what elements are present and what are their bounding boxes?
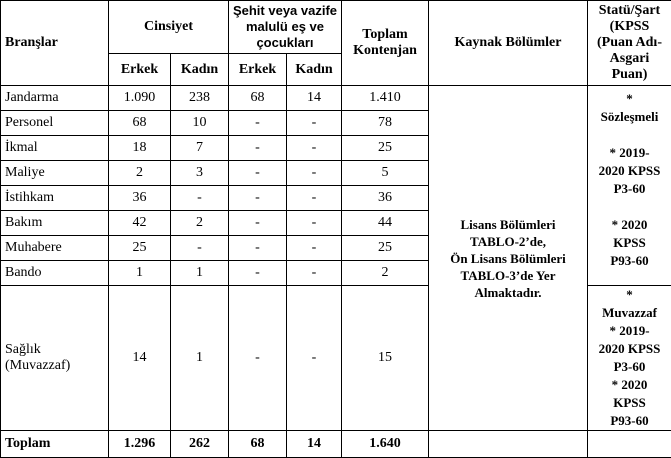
row-name: Bakım <box>1 211 109 236</box>
cell-erkek: 14 <box>109 286 171 431</box>
total-row <box>1 431 671 458</box>
header-sehit: Şehit veya vazife malulü eş ve çocukları <box>229 1 342 54</box>
cell-kadin: - <box>171 236 229 261</box>
total-statu-empty <box>588 431 671 458</box>
row-name: Muhabere <box>1 236 109 261</box>
row-name: İkmal <box>1 136 109 161</box>
cell-sehit-kadin: - <box>287 136 342 161</box>
cell-toplam: 78 <box>342 111 429 136</box>
header-kadin: Kadın <box>171 54 229 86</box>
cell-sehit-kadin: - <box>287 261 342 286</box>
cell-kadin: 2 <box>171 211 229 236</box>
cell-toplam: 44 <box>342 211 429 236</box>
cell-sehit-kadin: - <box>287 286 342 431</box>
header-branslar: Branşlar <box>1 1 109 86</box>
header-toplam-kontenjan: Toplam Kontenjan <box>342 1 429 86</box>
total-kaynak-empty <box>429 431 588 458</box>
cell-kadin: 7 <box>171 136 229 161</box>
total-label: Toplam <box>1 431 109 458</box>
cell-toplam: 2 <box>342 261 429 286</box>
row-name: İstihkam <box>1 186 109 211</box>
cell-erkek: 1 <box>109 261 171 286</box>
cell-erkek: 2 <box>109 161 171 186</box>
total-toplam: 1.640 <box>342 431 429 458</box>
cell-erkek: 36 <box>109 186 171 211</box>
row-name: Bando <box>1 261 109 286</box>
cell-kadin: 238 <box>171 86 229 111</box>
header-row-1 <box>1 1 671 54</box>
cell-toplam: 5 <box>342 161 429 186</box>
statu-muvazzaf: * Muvazzaf * 2019- 2020 KPSS P3-60 * 2020 KPSS P93-60 <box>588 286 671 431</box>
cell-toplam: 15 <box>342 286 429 431</box>
total-sehit-erkek: 68 <box>229 431 287 458</box>
cell-erkek: 42 <box>109 211 171 236</box>
cell-toplam: 25 <box>342 236 429 261</box>
cell-erkek: 68 <box>109 111 171 136</box>
cell-sehit-kadin: - <box>287 211 342 236</box>
row-name: Maliye <box>1 161 109 186</box>
cell-sehit-erkek: 68 <box>229 86 287 111</box>
total-kadin: 262 <box>171 431 229 458</box>
cell-kadin: 3 <box>171 161 229 186</box>
cell-toplam: 25 <box>342 136 429 161</box>
header-statu-sart: Statü/Şart (KPSS (Puan Adı- Asgari Puan) <box>588 1 671 86</box>
cell-erkek: 25 <box>109 236 171 261</box>
cell-sehit-erkek: - <box>229 236 287 261</box>
cell-sehit-kadin: 14 <box>287 86 342 111</box>
header-sehit-kadin: Kadın <box>287 54 342 86</box>
row-name: Personel <box>1 111 109 136</box>
header-erkek: Erkek <box>109 54 171 86</box>
row-name: Sağlık (Muvazzaf) <box>1 286 109 431</box>
kaynak-bolumler-note: Lisans Bölümleri TABLO-2’de, Ön Lisans Bölümleri TABLO-3’de Yer Almaktadır. <box>429 86 588 431</box>
cell-sehit-erkek: - <box>229 136 287 161</box>
cell-sehit-erkek: - <box>229 261 287 286</box>
cell-kadin: 10 <box>171 111 229 136</box>
total-sehit-kadin: 14 <box>287 431 342 458</box>
cell-sehit-kadin: - <box>287 111 342 136</box>
cell-sehit-kadin: - <box>287 236 342 261</box>
cell-sehit-erkek: - <box>229 186 287 211</box>
cell-kadin: - <box>171 186 229 211</box>
cell-kadin: 1 <box>171 261 229 286</box>
cell-erkek: 1.090 <box>109 86 171 111</box>
header-cinsiyet: Cinsiyet <box>109 1 229 54</box>
cell-erkek: 18 <box>109 136 171 161</box>
header-sehit-erkek: Erkek <box>229 54 287 86</box>
cell-toplam: 1.410 <box>342 86 429 111</box>
row-name: Jandarma <box>1 86 109 111</box>
cell-toplam: 36 <box>342 186 429 211</box>
cell-sehit-kadin: - <box>287 161 342 186</box>
statu-sozlesmeli: * Sözleşmeli * 2019- 2020 KPSS P3-60 * 2020 KPSS P93-60 <box>588 86 671 286</box>
total-erkek: 1.296 <box>109 431 171 458</box>
header-kaynak-bolumler: Kaynak Bölümler <box>429 1 588 86</box>
cell-sehit-erkek: - <box>229 286 287 431</box>
cell-sehit-kadin: - <box>287 186 342 211</box>
cell-sehit-erkek: - <box>229 161 287 186</box>
cell-sehit-erkek: - <box>229 211 287 236</box>
cell-kadin: 1 <box>171 286 229 431</box>
table-row <box>1 86 671 111</box>
cell-sehit-erkek: - <box>229 111 287 136</box>
